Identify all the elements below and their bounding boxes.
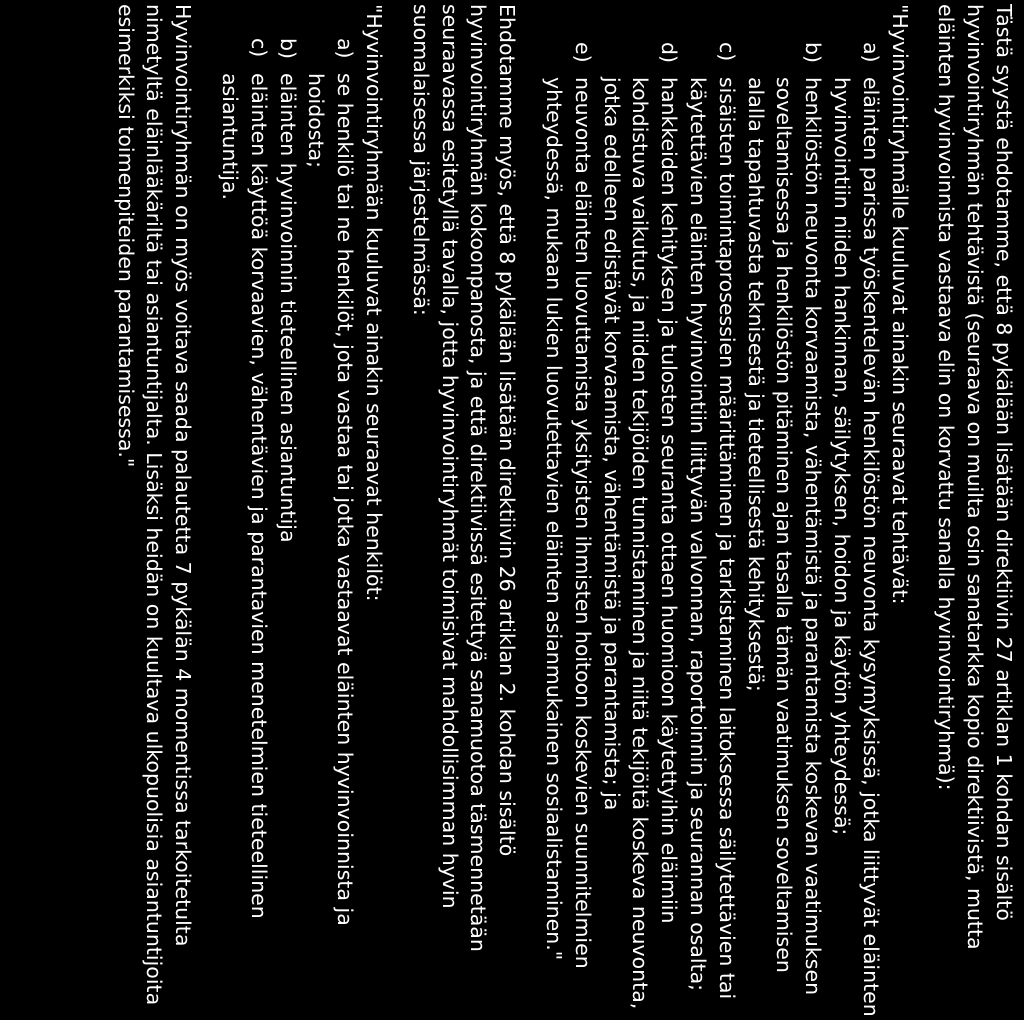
list-marker: e)	[570, 42, 595, 63]
list-marker: a)	[858, 42, 883, 63]
list-item	[597, 42, 683, 1016]
list-item	[539, 42, 597, 1016]
list-item-line: alalla tapahtuvasta teknisestä ja tieteellisestä kehityksestä;	[743, 77, 768, 692]
document-body	[111, 4, 1018, 1016]
list-item-line: eläinten hyvinvoinnin tieteellinen asiantuntija	[275, 73, 300, 543]
list-item-line: henkilöstön neuvonta korvaamista, vähentämistä ja parantamista koskevan vaatimuksen	[801, 77, 826, 996]
intro-line: Tästä syystä ehdotamme, että 8 pykälään lisätään direktiivin 27 artiklan 1 kohdan sisältö	[992, 4, 1016, 921]
list-item-line: jotka edelleen edistävät korvaamista, vähentämistä ja parantamista; ja	[599, 77, 624, 811]
list-item	[215, 38, 273, 1016]
intro-paragraph	[932, 4, 1018, 1016]
list-item	[273, 38, 302, 1016]
members-heading: "Hyvinvointiryhmään kuuluvat ainakin seuraavat henkilöt:	[362, 4, 387, 602]
list-item	[827, 42, 885, 1016]
list-item-line: eläinten käyttöä korvaavien, vähentävien ja parantavien menetelmien tieteellinen	[246, 73, 271, 919]
list-marker: d)	[657, 42, 682, 64]
list-item-line: soveltamisessa ja henkilöstön pitäminen ajan tasalla tämän vaatimuksen soveltamisen	[772, 77, 797, 973]
proposal-line: hyvinvointiryhmän kokoonpanosta, ja että direktiivissä esitettyä sanamuotoa täsmennetään	[466, 4, 491, 952]
list-item-line: eläinten parissa työskentelevän henkilöstön neuvonta kysymyksissä, jotka liittyvät eläinten	[858, 77, 883, 1017]
list-item-line: hyvinvointiin niiden hankinnan, säilytyksen, hoidon ja käytön yhteydessä;	[830, 77, 855, 836]
proposal-line: Ehdotamme myös, että 8 pykälään lisätään direktiivin 26 artiklan 2. kohdan sisältö	[495, 4, 520, 857]
tasks-list	[539, 4, 885, 1016]
intro-line: hyvinvointiryhmän tehtävistä (seuraava on muilta osin sanatarkka kopio direktiivistä, mutta	[963, 4, 988, 950]
list-item-line: hoidosta;	[304, 73, 329, 168]
list-item-line: sisäisten toimintaprosessien määrittäminen ja tarkistaminen laitoksessa säilytettävien tai	[714, 77, 739, 1000]
proposal-line: suomalaisessa järjestelmässä:	[408, 4, 433, 316]
list-marker: c)	[714, 42, 739, 62]
list-item-line: yhteydessä, mukaan lukien luovutettavien eläinten asianmukainen sosiaalistaminen."	[542, 77, 567, 961]
list-item-line: neuvonta eläinten luovuttamista yksityisten ihmisten hoitoon koskevien suunnitelmien	[570, 77, 595, 969]
proposal-line: seuraavassa esitetyllä tavalla, jotta hyvinvointiryhmät toimisivat mahdollisimman hyvin	[437, 4, 462, 909]
list-item	[683, 42, 741, 1016]
list-item-line: asiantuntija.	[218, 73, 243, 201]
list-item-line: käytettävien eläinten hyvinvointiin liittyvän valvonnan, raportoinnin ja seurannan osalta;	[686, 77, 711, 992]
list-marker: a)	[333, 38, 358, 59]
closing-paragraph	[111, 4, 197, 1016]
list-marker: c)	[246, 38, 271, 58]
list-marker: b)	[801, 42, 826, 64]
list-item-line: hankkeiden kehityksen ja tulosten seuranta ottaen huomioon käytettyihin eläimiin	[657, 77, 682, 924]
tasks-heading: "Hyvinvointiryhmälle kuuluvat ainakin seuraavat tehtävät:	[887, 4, 912, 605]
list-marker: b)	[275, 38, 300, 60]
proposal-paragraph	[406, 4, 521, 1016]
intro-line: eläinten hyvinvoinnista vastaava elin on korvattu sanalla hyvinvointiryhmä):	[934, 4, 959, 791]
list-item	[302, 38, 360, 1016]
list-item-line: se henkilö tai ne henkilöt, jota vastaa tai jotka vastaavat eläinten hyvinvoinnista ja	[333, 73, 358, 926]
closing-line: nimetyltä eläinlääkäriltä tai asiantuntijalta. Lisäksi heidän on kuultava ulkopuolisia asiantuntijoita	[142, 4, 167, 1006]
closing-line: Hyvinvointiryhmän on myös voitava saada palautetta 7 pykälän 4 momentissa tarkoitetulta	[171, 4, 196, 947]
closing-line: esimerkiksi toimenpiteiden parantamisessa."	[113, 4, 138, 468]
list-item-line: kohdistuva vaikutus, ja niiden tekijöiden tunnistaminen ja niitä tekijöitä koskeva neuvonta,	[628, 77, 653, 1010]
members-list	[215, 4, 359, 1016]
list-item	[741, 42, 827, 1016]
